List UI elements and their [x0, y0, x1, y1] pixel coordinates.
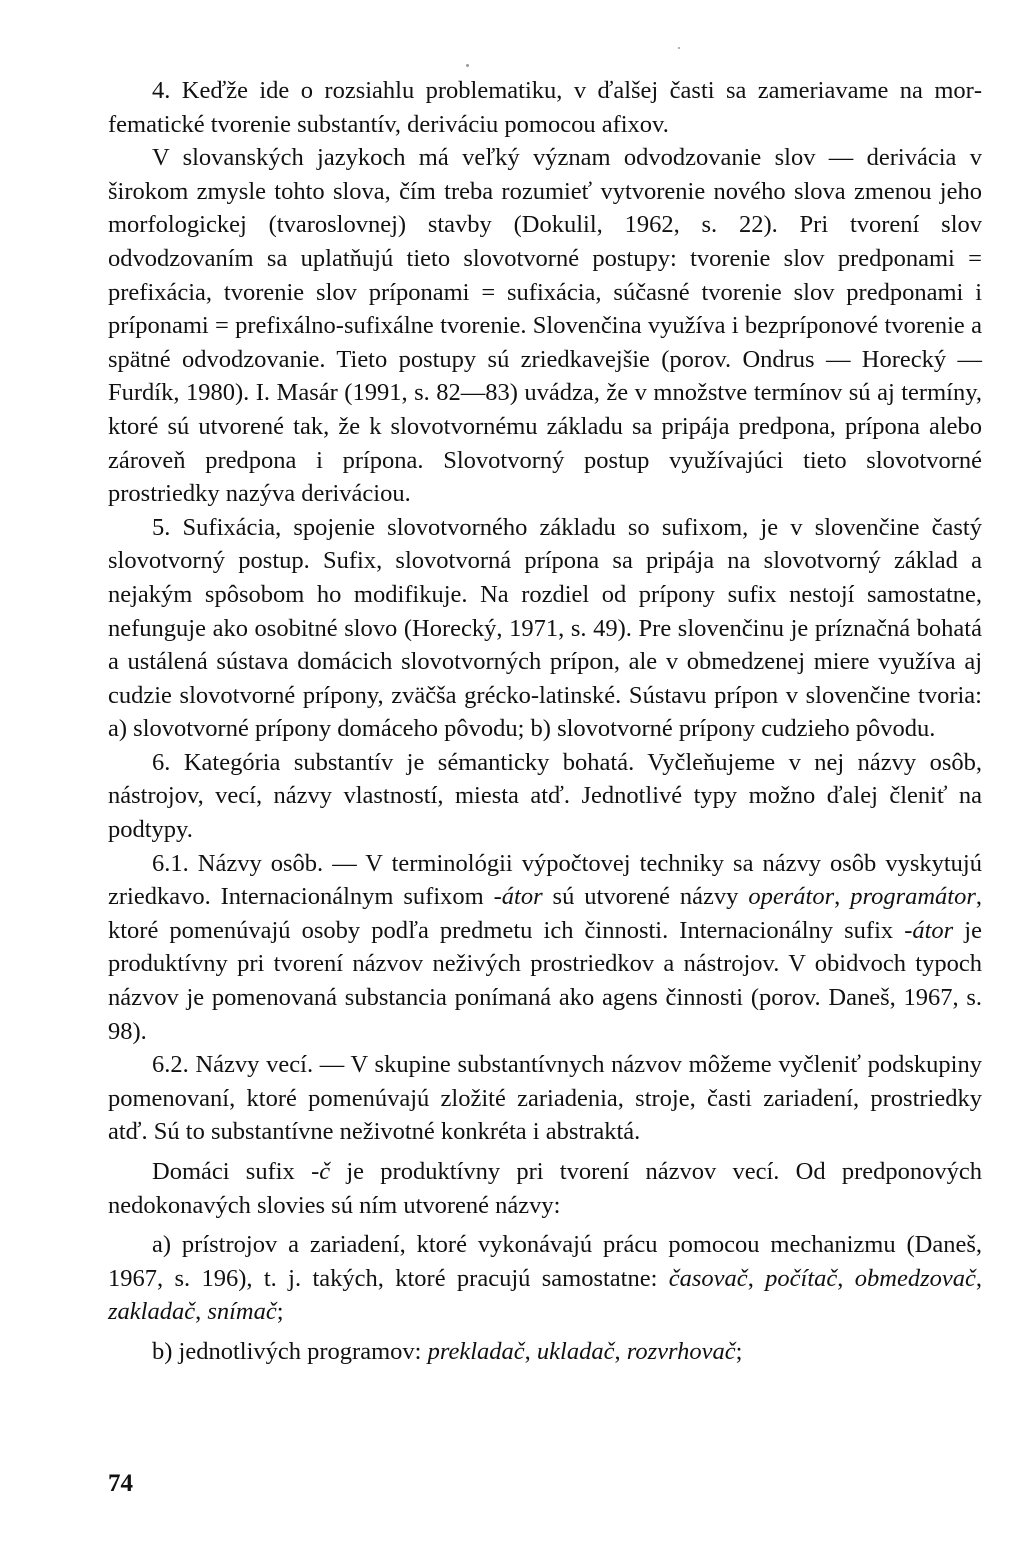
italic-term: snímač: [207, 1298, 277, 1326]
paragraph-p61: [108, 847, 982, 1049]
text-run: , ktoré pomenúvajú osoby podľa predmetu ich činnosti. Internacionálny sufix: [108, 883, 983, 944]
paragraph-p6: [108, 746, 982, 847]
text-run: sú utvorené názvy: [542, 883, 749, 911]
text-run: 6.1. Názvy osôb. — V terminológii výpočtovej techniky sa názvy osôb vyskytujú zriedkavo. Internacionálnym sufixom: [108, 849, 982, 911]
page-number: 74: [108, 1470, 133, 1497]
paragraph-pb: [108, 1335, 982, 1369]
italic-term: počítač: [765, 1264, 838, 1292]
italic-term: -č: [311, 1158, 331, 1185]
italic-term: -átor: [904, 916, 954, 944]
italic-term: rozvrhovač: [626, 1337, 736, 1365]
paragraph-p62b: [108, 1155, 982, 1222]
text-run: ,: [614, 1337, 627, 1365]
text-run: ,: [837, 1264, 855, 1292]
text-run: je produktívny pri tvorení názvov vecí. Od predponových nedokonavých slovies sú ním utvorené názvy:: [108, 1158, 982, 1219]
scan-speck: [678, 47, 680, 49]
paragraph-p4b: [108, 141, 982, 511]
text-run: 5. Sufixácia, spojenie slovotvorného základu so sufixom, je v slovenčine častý slovotvorný postup. Sufix, slovotvorná prípona sa pripája na slovotvorný základ a nejakým spôsobom ho modifikuje. Na rozdiel od prípony sufix nestojí samostatne, nefunguje ako osobitné slovo (Horecký, 1971, s. 49). Pre slovenčinu je príznačná bohatá a ustálená sústava domácich slovotvorných prípon, ale v obmedzenej miere využíva aj cudzie slovotvorné prípony, zväčša grécko-latinské. Sústavu prípon v slovenčine tvoria: a) slovotvorné prípony domáceho pôvodu; b) slovotvorné prípony cudzieho pôvodu.: [108, 513, 982, 743]
text-run: Domáci sufix: [152, 1158, 312, 1185]
paragraph-p5: [108, 511, 982, 746]
italic-term: ukladač: [536, 1337, 615, 1365]
body-text: [108, 74, 982, 1369]
text-run: je produktívny pri tvorení názvov neživých prostriedkov a nástrojov. V obidvoch typoch názvov je pomenovaná substancia ponímaná ako agens činnosti (porov. Daneš, 1967, s. 98).: [108, 916, 982, 1045]
text-run: 4. Keďže ide o rozsiahlu problematiku, v ďalšej časti sa zameriavame na morfematické tvorenie substantív, deriváciu pomocou afixov.: [108, 77, 982, 138]
paragraph-pa: [108, 1228, 982, 1329]
italic-term: -átor: [493, 883, 543, 911]
text-run: 6.2. Názvy vecí. — V skupine substantívnych názvov môžeme vyčleniť podskupiny pomenovaní, ktoré pomenúvajú zložité zariadenia, stroje, časti zariadení, prostriedky atď. Sú to substantívne neživotné konkréta i abstraktá.: [108, 1051, 982, 1146]
text-run: ,: [747, 1264, 766, 1292]
paragraph-p62: [108, 1048, 982, 1149]
italic-term: zakladač: [108, 1298, 196, 1326]
italic-term: operátor: [748, 883, 835, 911]
text-run: V slovanských jazykoch má veľký význam odvodzovanie slov — derivácia v širokom zmysle tohto slova, čím treba rozumieť vytvorenie nového slova zmenou jeho morfologickej (tvaroslovnej) stavby (Dokulil, 1962, s. 22). Pri tvorení slov odvodzovaním sa uplatňujú tieto slovotvorné postupy: tvorenie slov predponami = prefixácia, tvorenie slov príponami = sufixácia, súčasné tvorenie slov predponami i príponami = prefixálno-sufixálne tvorenie. Slovenčina využíva i bezpríponové tvorenie a spätné odvodzovanie. Tieto postupy sú zriedkavejšie (porov. Ondrus — Horecký — Furdík, 1980). I. Masár (1991, s. 82—83) uvádza, že v množstve termínov sú aj termíny, ktoré sú utvorené tak, že k slovotvornému základu sa pripája predpona, prípona alebo zároveň predpona i prípona. Slovotvorný postup využívajúci tieto slovotvorné prostriedky nazýva deriváciou.: [108, 144, 982, 508]
text-run: ,: [524, 1337, 537, 1365]
text-run: ;: [276, 1298, 284, 1326]
text-run: b) jednotlivých programov:: [152, 1337, 428, 1365]
text-run: ;: [735, 1337, 743, 1365]
text-run: 6. Kategória substantív je sémanticky bohatá. Vyčleňujeme v nej názvy osôb, nástrojov, vecí, názvy vlastností, miesta atď. Jednotlivé typy možno ďalej členiť na podtypy.: [108, 748, 982, 844]
italic-term: obmedzovač: [854, 1264, 976, 1292]
text-run: a) prístrojov a zariadení, ktoré vykonávajú prácu pomocou mechanizmu (Daneš, 1967, s. 196), t. j. takých, ktoré pracujú samostatne:: [108, 1231, 982, 1292]
text-run: ,: [195, 1298, 208, 1326]
italic-term: programátor: [850, 883, 976, 911]
paragraph-p4: [108, 74, 982, 141]
scan-speck: [466, 64, 469, 67]
italic-term: časovač: [668, 1264, 748, 1292]
text-run: ,: [834, 883, 851, 911]
italic-term: prekladač: [427, 1337, 525, 1365]
text-run: ,: [975, 1264, 983, 1292]
